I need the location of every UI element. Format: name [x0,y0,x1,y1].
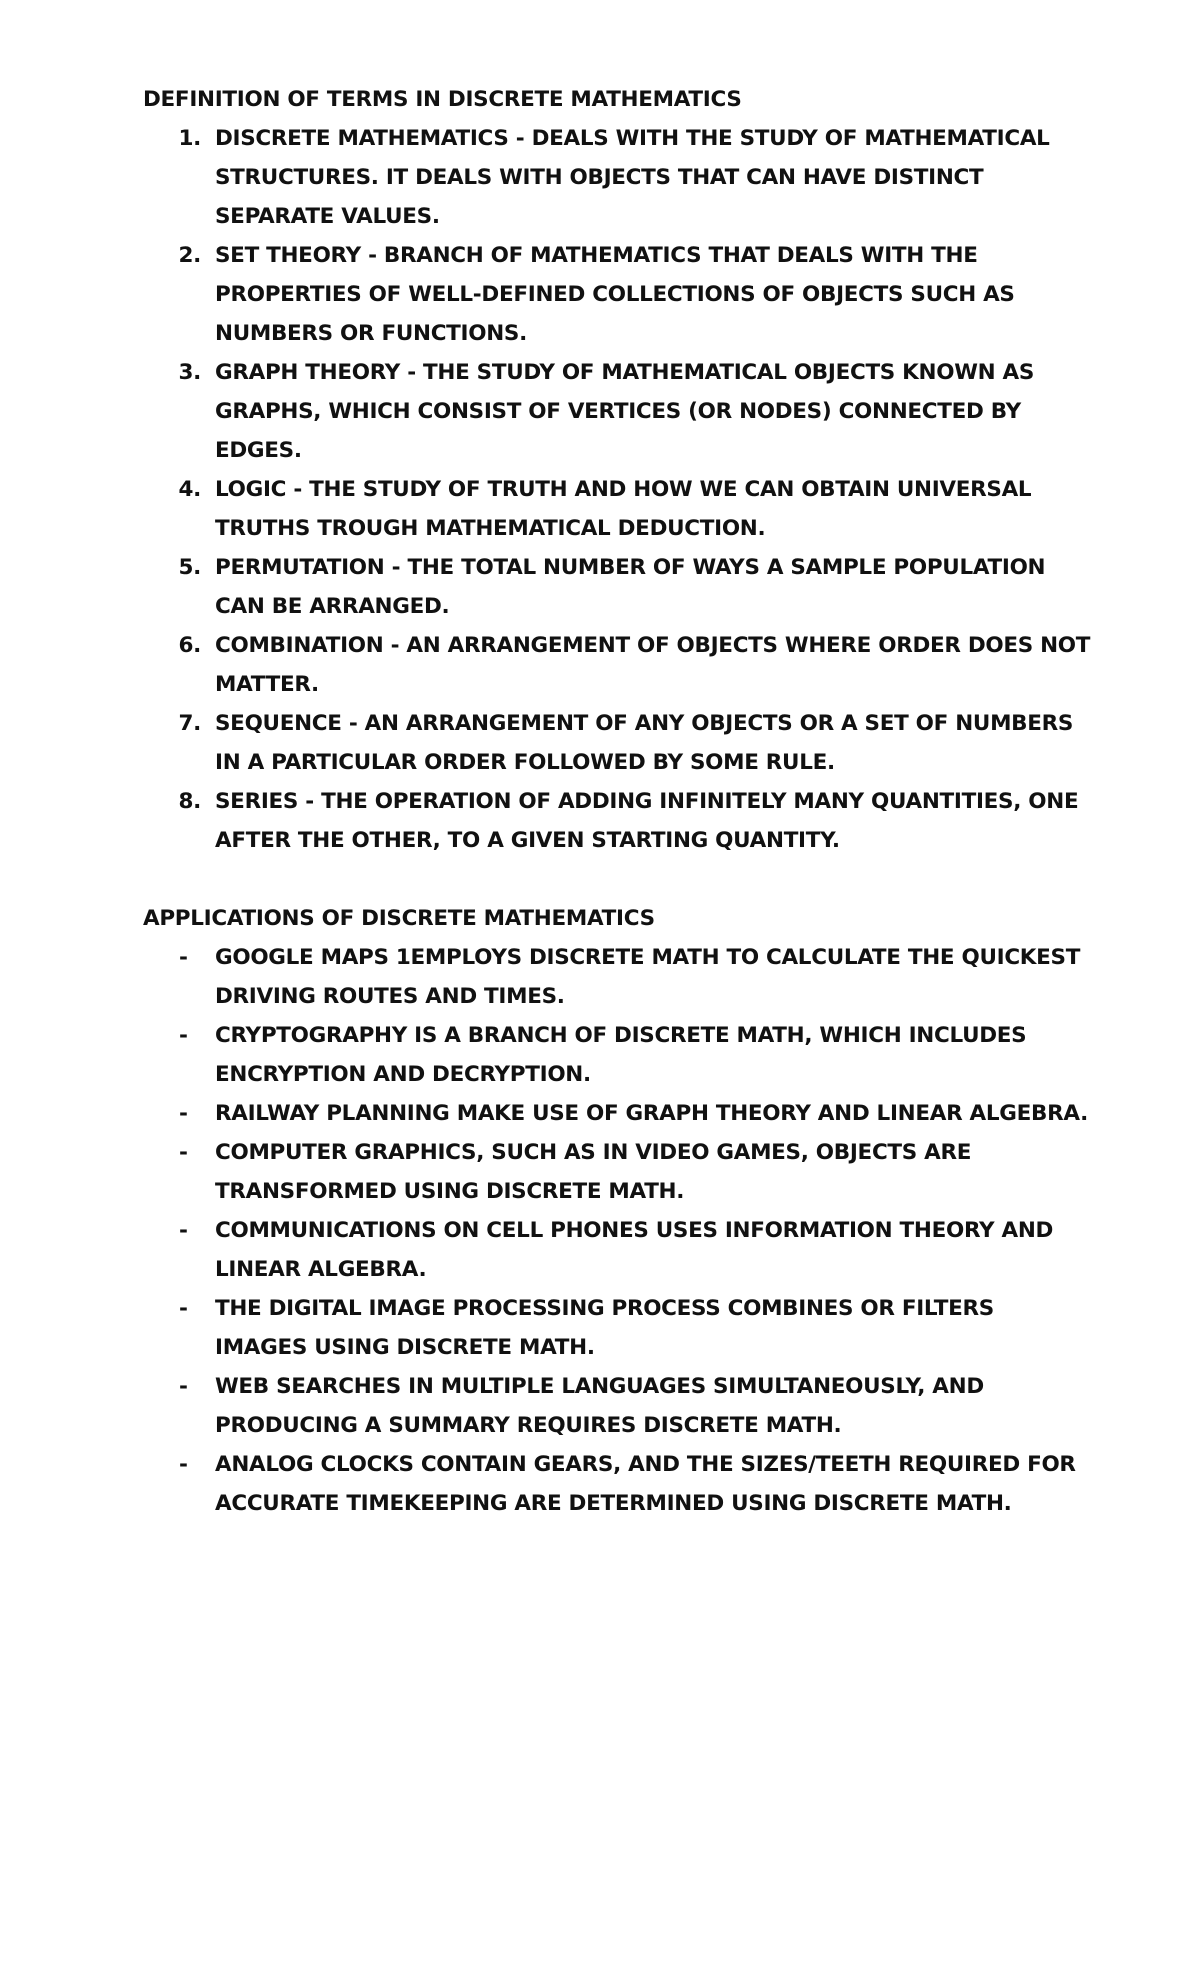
list-number: 5. [178,555,201,580]
application-item [143,1367,1093,1445]
application-text: COMPUTER GRAPHICS, SUCH AS IN VIDEO GAMES, OBJECTS ARE TRANSFORMED USING DISCRETE MATH. [215,1140,972,1204]
definition-item [143,236,1093,353]
application-text: WEB SEARCHES IN MULTIPLE LANGUAGES SIMULTANEOUSLY, AND PRODUCING A SUMMARY REQUIRES DISCRETE MATH. [215,1374,984,1438]
definition-item [143,704,1093,782]
document-body [143,80,1093,1523]
definition-text: DISCRETE MATHEMATICS - DEALS WITH THE STUDY OF MATHEMATICAL STRUCTURES. IT DEALS WITH OBJECTS THAT CAN HAVE DISTINCT SEPARATE VALUES. [215,126,1050,229]
list-dash: - [179,1296,188,1321]
application-item [143,1289,1093,1367]
definition-item [143,626,1093,704]
section-spacer [143,860,1093,899]
list-number: 2. [178,243,201,268]
application-text: GOOGLE MAPS 1EMPLOYS DISCRETE MATH TO CALCULATE THE QUICKEST DRIVING ROUTES AND TIMES. [215,945,1081,1009]
definition-item [143,119,1093,236]
application-text: COMMUNICATIONS ON CELL PHONES USES INFORMATION THEORY AND LINEAR ALGEBRA. [215,1218,1054,1282]
list-number: 4. [178,477,201,502]
applications-list [143,938,1093,1523]
application-text: ANALOG CLOCKS CONTAIN GEARS, AND THE SIZES/TEETH REQUIRED FOR ACCURATE TIMEKEEPING ARE DETERMINED USING DISCRETE MATH. [215,1452,1076,1516]
application-item [143,1016,1093,1094]
definitions-list [143,119,1093,860]
definition-item [143,782,1093,860]
list-dash: - [179,1023,188,1048]
definition-text: COMBINATION - AN ARRANGEMENT OF OBJECTS WHERE ORDER DOES NOT MATTER. [215,633,1091,697]
list-number: 6. [178,633,201,658]
application-item [143,1133,1093,1211]
definition-item [143,470,1093,548]
list-dash: - [179,1140,188,1165]
definition-text: SET THEORY - BRANCH OF MATHEMATICS THAT DEALS WITH THE PROPERTIES OF WELL-DEFINED COLLECTIONS OF OBJECTS SUCH AS NUMBERS OR FUNCTIONS. [215,243,1015,346]
list-number: 3. [178,360,201,385]
list-number: 1. [178,126,201,151]
list-dash: - [179,1101,188,1126]
definition-text: SERIES - THE OPERATION OF ADDING INFINITELY MANY QUANTITIES, ONE AFTER THE OTHER, TO A GIVEN STARTING QUANTITY. [215,789,1079,853]
list-number: 8. [178,789,201,814]
definition-text: LOGIC - THE STUDY OF TRUTH AND HOW WE CAN OBTAIN UNIVERSAL TRUTHS TROUGH MATHEMATICAL DEDUCTION. [215,477,1032,541]
definition-text: PERMUTATION - THE TOTAL NUMBER OF WAYS A SAMPLE POPULATION CAN BE ARRANGED. [215,555,1046,619]
list-dash: - [179,1452,188,1477]
application-text: CRYPTOGRAPHY IS A BRANCH OF DISCRETE MATH, WHICH INCLUDES ENCRYPTION AND DECRYPTION. [215,1023,1027,1087]
applications-heading: APPLICATIONS OF DISCRETE MATHEMATICS [143,906,655,931]
definition-item [143,548,1093,626]
definitions-heading: DEFINITION OF TERMS IN DISCRETE MATHEMATICS [143,87,742,112]
list-dash: - [179,945,188,970]
list-dash: - [179,1218,188,1243]
definition-item [143,353,1093,470]
application-item [143,1211,1093,1289]
application-item [143,938,1093,1016]
application-text: RAILWAY PLANNING MAKE USE OF GRAPH THEORY AND LINEAR ALGEBRA. [215,1101,1088,1126]
application-item [143,1094,1093,1133]
application-item [143,1445,1093,1523]
list-number: 7. [178,711,201,736]
list-dash: - [179,1374,188,1399]
application-text: THE DIGITAL IMAGE PROCESSING PROCESS COMBINES OR FILTERS IMAGES USING DISCRETE MATH. [215,1296,994,1360]
definition-text: SEQUENCE - AN ARRANGEMENT OF ANY OBJECTS OR A SET OF NUMBERS IN A PARTICULAR ORDER FOLLOWED BY SOME RULE. [215,711,1074,775]
definition-text: GRAPH THEORY - THE STUDY OF MATHEMATICAL OBJECTS KNOWN AS GRAPHS, WHICH CONSIST OF VERTICES (OR NODES) CONNECTED BY EDGES. [215,360,1035,463]
